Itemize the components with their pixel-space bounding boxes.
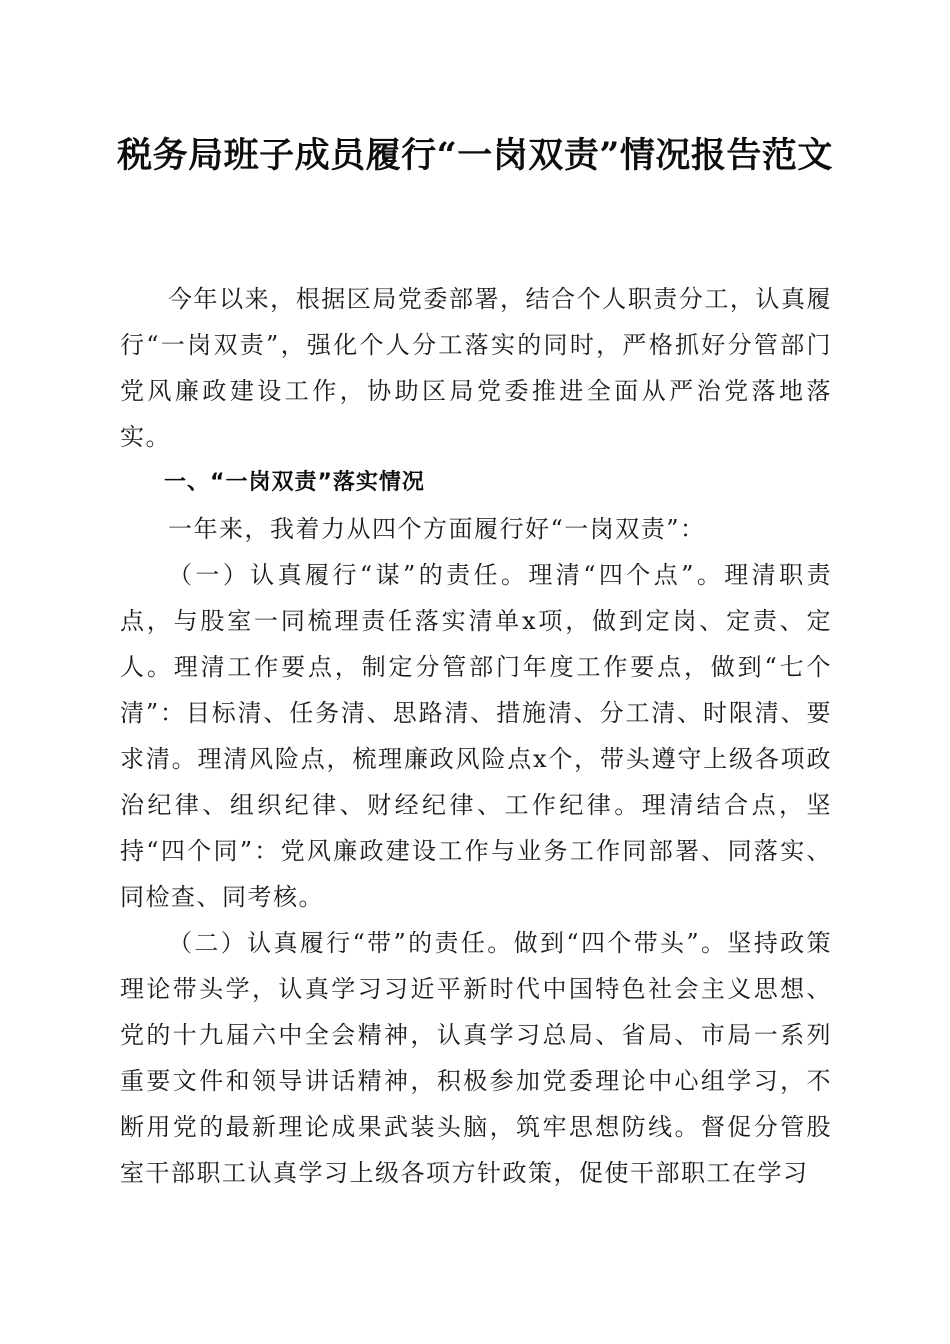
subsection-paragraph-2: （二）认真履行“带”的责任。做到“四个带头”。坚持政策理论带头学，认真学习习近平新时代中国特色社会主义思想、党的十九届六中全会精神，认真学习总局、省局、市局一系列重要文件和领导讲话精神，积极参加党委理论中心组学习，不断用党的最新理论成果武装头脑，筑牢思想防线。督促分管股室干部职工认真学习上级各项方针政策，促使干部职工在学习 xyxy=(120,929,832,1187)
document-title: 税务局班子成员履行“一岗双责”情况报告范文 xyxy=(117,135,833,176)
document-body xyxy=(120,276,832,1196)
intro-paragraph: 今年以来，根据区局党委部署，结合个人职责分工，认真履行“一岗双责”，强化个人分工落实的同时，严格抓好分管部门党风廉政建设工作，协助区局党委推进全面从严治党落地落实。 xyxy=(120,285,832,451)
subsection-paragraph-1: （一）认真履行“谋”的责任。理清“四个点”。理清职责点，与股室一同梳理责任落实清单x项，做到定岗、定责、定人。理清工作要点，制定分管部门年度工作要点，做到“七个清”：目标清、任务清、思路清、措施清、分工清、时限清、要求清。理清风险点，梳理廉政风险点x个，带头遵守上级各项政治纪律、组织纪律、财经纪律、工作纪律。理清结合点，坚持“四个同”：党风廉政建设工作与业务工作同部署、同落实、同检查、同考核。 xyxy=(120,561,832,911)
section-intro-paragraph: 一年来，我着力从四个方面履行好“一岗双责”： xyxy=(168,515,706,543)
section-heading: 一、“一岗双责”落实情况 xyxy=(164,470,425,495)
